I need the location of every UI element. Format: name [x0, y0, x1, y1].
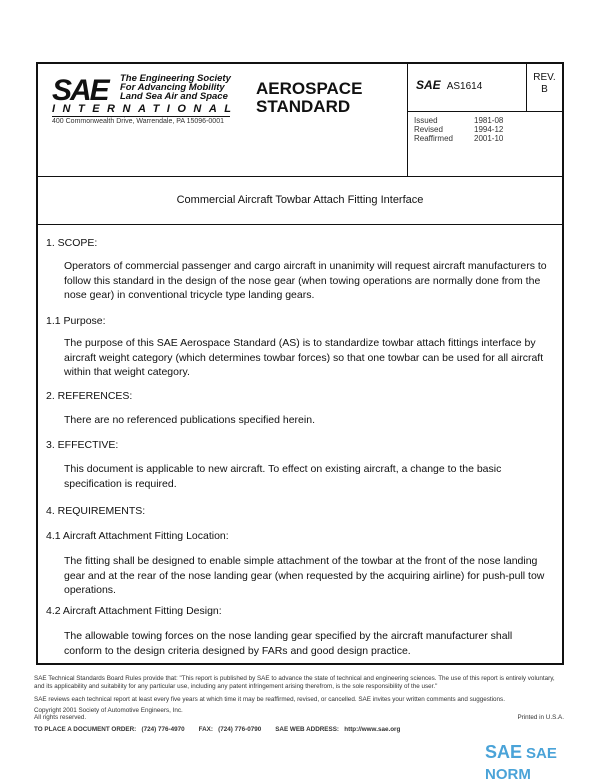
document-title: Commercial Aircraft Towbar Attach Fitting Interface: [38, 177, 562, 225]
watermark: [485, 742, 600, 784]
footer-copyright: Copyright 2001 Society of Automotive Engineers, Inc.: [34, 707, 183, 714]
paragraph: The fitting shall be designed to enable simple attachment of the towbar at the front of the nose landing gear and at the rear of the nose landing gear (when requested by the acquiring airline) for push-pull tow operations.: [64, 555, 545, 596]
sae-small-logo: SAE: [416, 78, 441, 92]
date-row: [414, 134, 503, 143]
printed-label: Printed in U.S.A.: [517, 714, 564, 721]
section-heading: 4.1 Aircraft Attachment Fitting Location:: [46, 530, 229, 542]
type-line: AEROSPACE: [256, 79, 363, 98]
paragraph: There are no referenced publications specified herein.: [64, 414, 315, 426]
paragraph: The allowable towing forces on the nose landing gear specified by the aircraft manufacturer shall conform to the design criteria designed by FARs and good design practice.: [64, 630, 513, 657]
header-left: [38, 64, 408, 177]
rev-value: B: [541, 84, 548, 95]
footer-printed: [34, 714, 564, 722]
sae-logo: SAE: [52, 74, 108, 107]
paragraph: Operators of commercial passenger and cargo aircraft in unanimity will request aircraft manufacturers to follow this standard in the design of the nose gear (when towing operations are normally done from the nose gear) in conventional tricycle type landing gears.: [64, 260, 547, 301]
tagline-line: For Advancing Mobility: [120, 82, 225, 93]
date-value: 1981-08: [474, 116, 504, 125]
tagline-line: The Engineering Society: [120, 73, 231, 84]
rev-label: REV.: [533, 72, 556, 83]
section-heading: 4.2 Aircraft Attachment Fitting Design:: [46, 605, 222, 617]
society-tagline: [120, 74, 231, 101]
type-line: STANDARD: [256, 97, 351, 116]
document-number: AS1614: [446, 81, 483, 92]
international-label: INTERNATIONAL: [52, 103, 239, 115]
header: [38, 64, 562, 177]
footer-order-line: TO PLACE A DOCUMENT ORDER: (724) 776-4970 FAX: (724) 776-0790 SAE WEB ADDRESS: http://www.sae.org: [34, 726, 401, 733]
revision-box: [527, 64, 562, 112]
dates-table: [414, 116, 503, 143]
section-heading: 1.1 Purpose:: [46, 315, 106, 327]
section-heading: 2. REFERENCES:: [46, 390, 133, 402]
watermark-logo: SAE: [485, 742, 523, 762]
footer-rights: All rights reserved.: [34, 714, 87, 721]
address: 400 Commonwealth Drive, Warrendale, PA 15096-0001: [52, 118, 224, 125]
section-heading: 3. EFFECTIVE:: [46, 439, 119, 451]
date-label: Revised: [414, 125, 443, 134]
section-heading: 4. REQUIREMENTS:: [46, 505, 146, 517]
date-row: [414, 116, 503, 125]
date-row: [414, 125, 503, 134]
date-value: 1994-12: [474, 125, 504, 134]
document-type: [256, 80, 362, 116]
paragraph: The purpose of this SAE Aerospace Standard (AS) is to standardize towbar attach fittings interface by aircraft weight category (which determines towbar forces) so that one towbar can be used for all aircraft within that weight category.: [64, 337, 544, 378]
paragraph: This document is applicable to new aircraft. To effect on existing aircraft, a change to the basic specification is required.: [64, 463, 502, 490]
watermark-text: SAE NORM: [485, 745, 557, 783]
date-value: 2001-10: [474, 134, 504, 143]
section-heading: 1. SCOPE:: [46, 237, 98, 249]
footer-rules: SAE Technical Standards Board Rules provide that: "This report is published by SAE to advance the state of technical and engineering sciences. The use of this report is entirely voluntary, and its applicability and suitability for any particular use, including any patent infringement arising therefrom, is the sole responsibility of the user.": [34, 675, 555, 690]
date-label: Reaffirmed: [414, 134, 453, 143]
tagline-line: Land Sea Air and Space: [120, 91, 228, 102]
footer-review: SAE reviews each technical report at least every five years at which time it may be reaffirmed, revised, or cancelled. SAE invites your written comments and suggestions.: [34, 696, 505, 703]
date-label: Issued: [414, 116, 438, 125]
document-number-box: [408, 64, 527, 112]
